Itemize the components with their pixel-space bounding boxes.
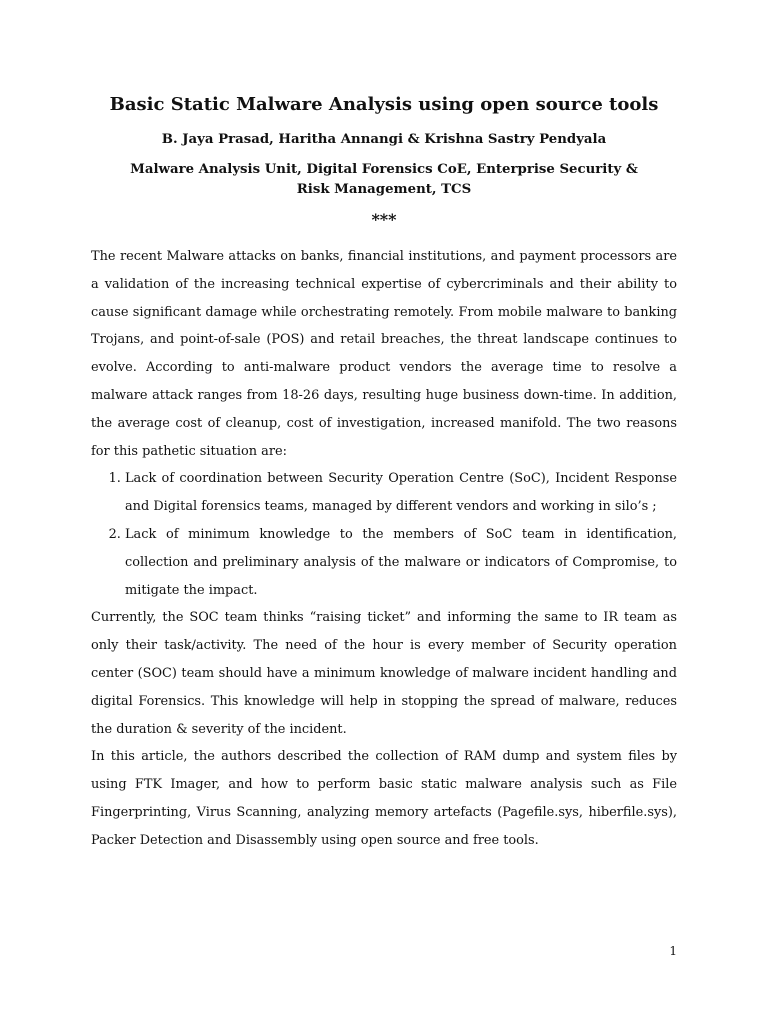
document-body: [91, 243, 677, 855]
document-affiliation: Malware Analysis Unit, Digital Forensics CoE, Enterprise Security & Risk Management, TCS: [130, 162, 638, 197]
document-authors: B. Jaya Prasad, Haritha Annangi & Krishna Sastry Pendyala: [161, 132, 607, 147]
page-number: 1: [669, 944, 677, 958]
section-separator: ***: [371, 210, 397, 229]
document-title: Basic Static Malware Analysis using open source tools: [109, 94, 659, 115]
list-item: 1. Lack of coordination between Security Operation Centre (SoC), Incident Response and Digital forensics teams, managed by different vendors and working in silo’s ;: [125, 465, 677, 521]
intro-paragraph: The recent Malware attacks on banks, financial institutions, and payment processors are a validation of the increasing technical expertise of cybercriminals and their ability to cause significant damage while orchestrating remotely. From mobile malware to banking Trojans, and point-of-sale (POS) and retail breaches, the threat landscape continues to evolve. According to anti-malware product vendors the average time to resolve a malware attack ranges from 18-26 days, resulting huge business down-time. In addition, the average cost of cleanup, cost of investigation, increased manifold. The two reasons for this pathetic situation are:: [91, 249, 677, 459]
reasons-list: [91, 465, 677, 604]
list-item: 2. Lack of minimum knowledge to the members of SoC team in identification, collection and preliminary analysis of the malware or indicators of Compromise, to mitigate the impact.: [125, 521, 677, 604]
soc-paragraph: Currently, the SOC team thinks “raising ticket” and informing the same to IR team as only their task/activity. The need of the hour is every member of Security operation center (SOC) team should have a minimum knowledge of malware incident handling and digital Forensics. This knowledge will help in stopping the spread of malware, reduces the duration & severity of the incident.: [91, 610, 677, 737]
article-paragraph: In this article, the authors described the collection of RAM dump and system files by using FTK Imager, and how to perform basic static malware analysis such as File Fingerprinting, Virus Scanning, analyzing memory artefacts (Pagefile.sys, hiberfile.sys), Packer Detection and Disassembly using open source and free tools.: [91, 749, 677, 848]
